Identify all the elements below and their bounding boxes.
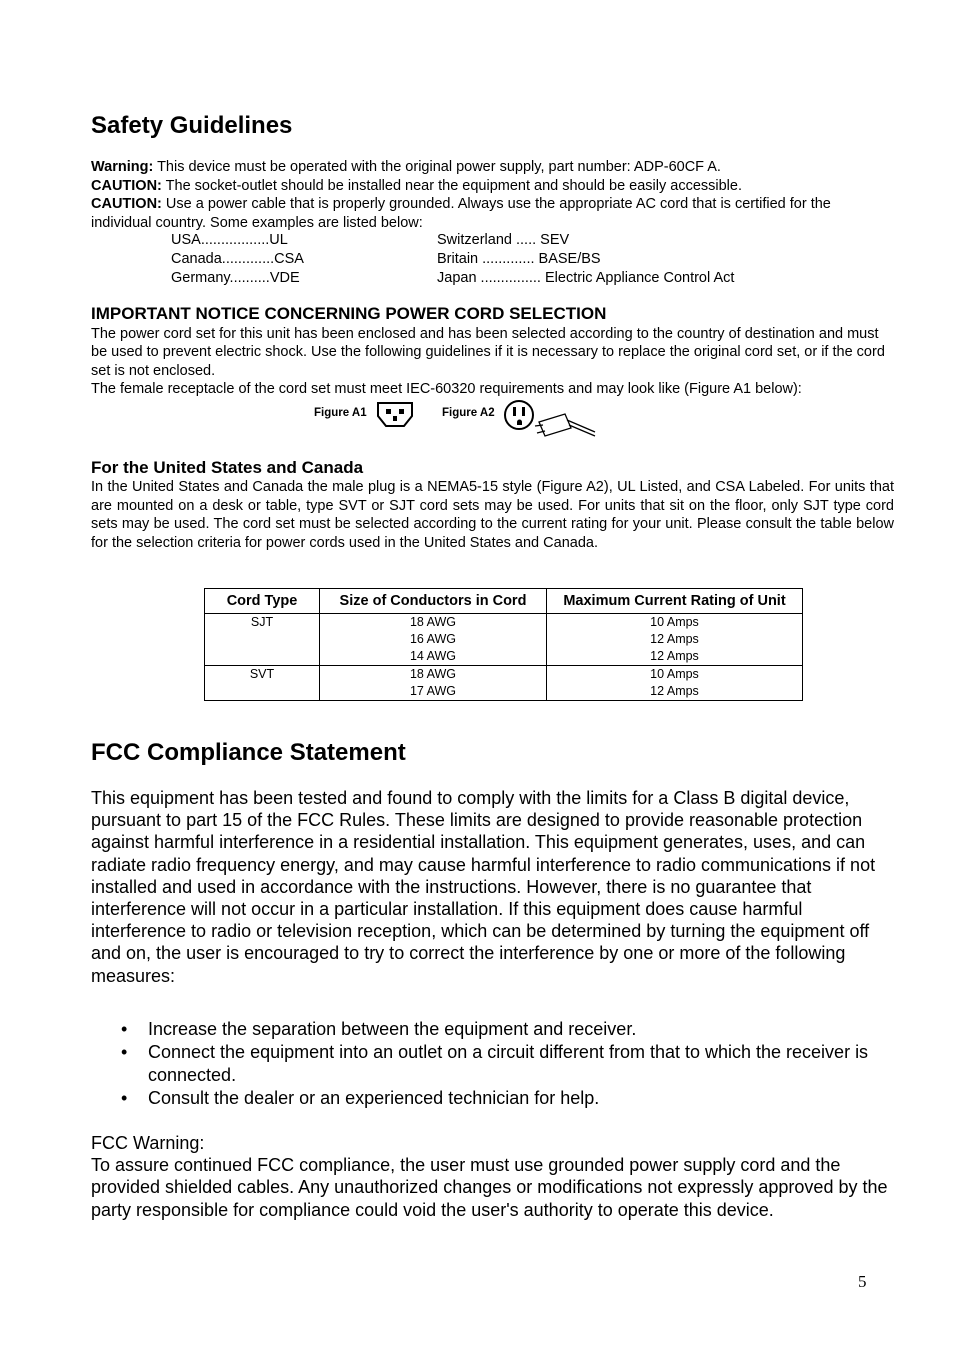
notice-para-2: The female receptacle of the cord set must meet IEC-60320 requirements and may look like (Figure A1 below): (91, 380, 802, 397)
current-rating: 10 Amps (650, 615, 699, 629)
us-canada-text: In the United States and Canada the male plug is a NEMA5-15 style (Figure A2), UL Listed, and CSA Labeled. For units that are mounted on a desk or table, type SVT or SJT cord sets may be used. For units that sit on the floor, only SJT type cord sets may be used. The cord set must be selected according to the current rating for your unit. Please consult the table below for the selection criteria for power cords used in the United States and Canada. (91, 479, 894, 551)
country-code: USA.................UL (171, 232, 288, 248)
safety-text (91, 158, 894, 232)
country-code: Canada.............CSA (171, 250, 304, 267)
nema-plug-a2-icon (503, 398, 597, 440)
page-number: 5 (858, 1272, 867, 1291)
figure-a2-label: Figure A2 (442, 407, 495, 419)
cord-table (204, 588, 803, 701)
bullet-icon: • (121, 1088, 128, 1108)
table-row (205, 666, 803, 701)
conductor-size: 18 AWG (409, 667, 457, 681)
caution-text-2: Use a power cable that is properly grounded. Always use the appropriate AC cord that is certified for the individual country. Some examples are listed below: (91, 196, 831, 231)
conductor-size: 18 AWG (409, 615, 457, 629)
bullet-icon: • (121, 1042, 128, 1062)
caution-label-1: CAUTION: (91, 177, 162, 194)
caution-label-2: CAUTION: (91, 196, 162, 212)
notice-text (91, 325, 894, 398)
country-code: Japan ............... Electric Appliance Control Act (437, 269, 735, 286)
list-item-text: Connect the equipment into an outlet on a circuit different from that to which the receiver is connected. (148, 1042, 869, 1085)
table-header: Size of Conductors in Cord (320, 589, 547, 614)
fcc-measures-list (91, 1018, 871, 1110)
list-item (91, 1018, 871, 1041)
us-canada-title: For the United States and Canada (91, 458, 364, 477)
current-rating: 10 Amps (650, 667, 699, 681)
fcc-title: FCC Compliance Statement (91, 739, 406, 766)
table-row (205, 614, 803, 666)
current-rating-cell (547, 614, 803, 666)
current-rating: 12 Amps (650, 632, 699, 646)
table-header-row (205, 589, 803, 614)
conductor-size: 17 AWG (409, 684, 457, 698)
warning-text: This device must be operated with the original power supply, part number: ADP-60CF A. (153, 159, 721, 175)
fcc-warning-text: To assure continued FCC compliance, the user must use grounded power supply cord and the provided shielded cables. Any unauthorized changes or modifications not expressly approved by the party responsible for compliance could void the user's authority to operate this device. (91, 1155, 888, 1220)
caution-text-1: The socket-outlet should be installed near the equipment and should be easily accessible. (161, 177, 742, 194)
table-header: Cord Type (205, 589, 320, 614)
notice-title: IMPORTANT NOTICE CONCERNING POWER CORD SELECTION (91, 304, 607, 323)
list-item (91, 1041, 871, 1087)
list-item-text: Increase the separation between the equipment and receiver. (148, 1019, 637, 1039)
fcc-warning-title: FCC Warning: (91, 1133, 205, 1153)
caution-line-1 (91, 177, 894, 196)
bullet-icon: • (121, 1019, 128, 1039)
country-code: Switzerland ..... SEV (437, 232, 570, 248)
table-header: Maximum Current Rating of Unit (547, 589, 803, 614)
list-item (91, 1087, 871, 1110)
cord-type-cell: SJT (205, 614, 320, 666)
fcc-warning (91, 1132, 894, 1221)
notice-para-1: The power cord set for this unit has been enclosed and has been selected according to the country of destination and must be used to prevent electric shock. Use the following guidelines if it is necessary to replace the original cord set, or if the cord set is not enclosed. (91, 326, 885, 379)
country-code: Britain ............. BASE/BS (437, 250, 601, 267)
figure-a1-label: Figure A1 (314, 407, 367, 419)
country-codes-left (171, 231, 304, 287)
caution-line-2 (91, 195, 894, 232)
current-rating: 12 Amps (650, 684, 699, 698)
current-rating-cell (547, 666, 803, 701)
conductor-size: 14 AWG (409, 649, 457, 663)
current-rating: 12 Amps (650, 649, 699, 663)
warning-label: Warning: (91, 159, 154, 175)
cord-type-cell: SVT (205, 666, 320, 701)
fcc-statement: This equipment has been tested and found to comply with the limits for a Class B digital device, pursuant to part 15 of the FCC Rules. These limits are designed to provide reasonable protection against harmful interference in a residential installation. This equipment generates, uses, and can radiate radio frequency energy, and may cause harmful interference to radio communications if not installed and used in accordance with the instructions. However, there is no guarantee that interference will not occur in a particular installation. If this equipment does cause harmful interference to radio or television reception, which can be determined by turning the equipment off and on, the user is encouraged to try to correct the interference by one or more of the following measures: (91, 788, 876, 986)
receptacle-a1-icon (376, 401, 414, 428)
conductor-size-cell (320, 614, 547, 666)
conductor-size-cell (320, 666, 547, 701)
conductor-size: 16 AWG (409, 632, 457, 646)
safety-title: Safety Guidelines (91, 112, 293, 139)
country-codes-right (437, 231, 734, 287)
warning-line (91, 158, 894, 177)
country-code: Germany..........VDE (171, 269, 300, 286)
list-item-text: Consult the dealer or an experienced technician for help. (148, 1088, 600, 1108)
